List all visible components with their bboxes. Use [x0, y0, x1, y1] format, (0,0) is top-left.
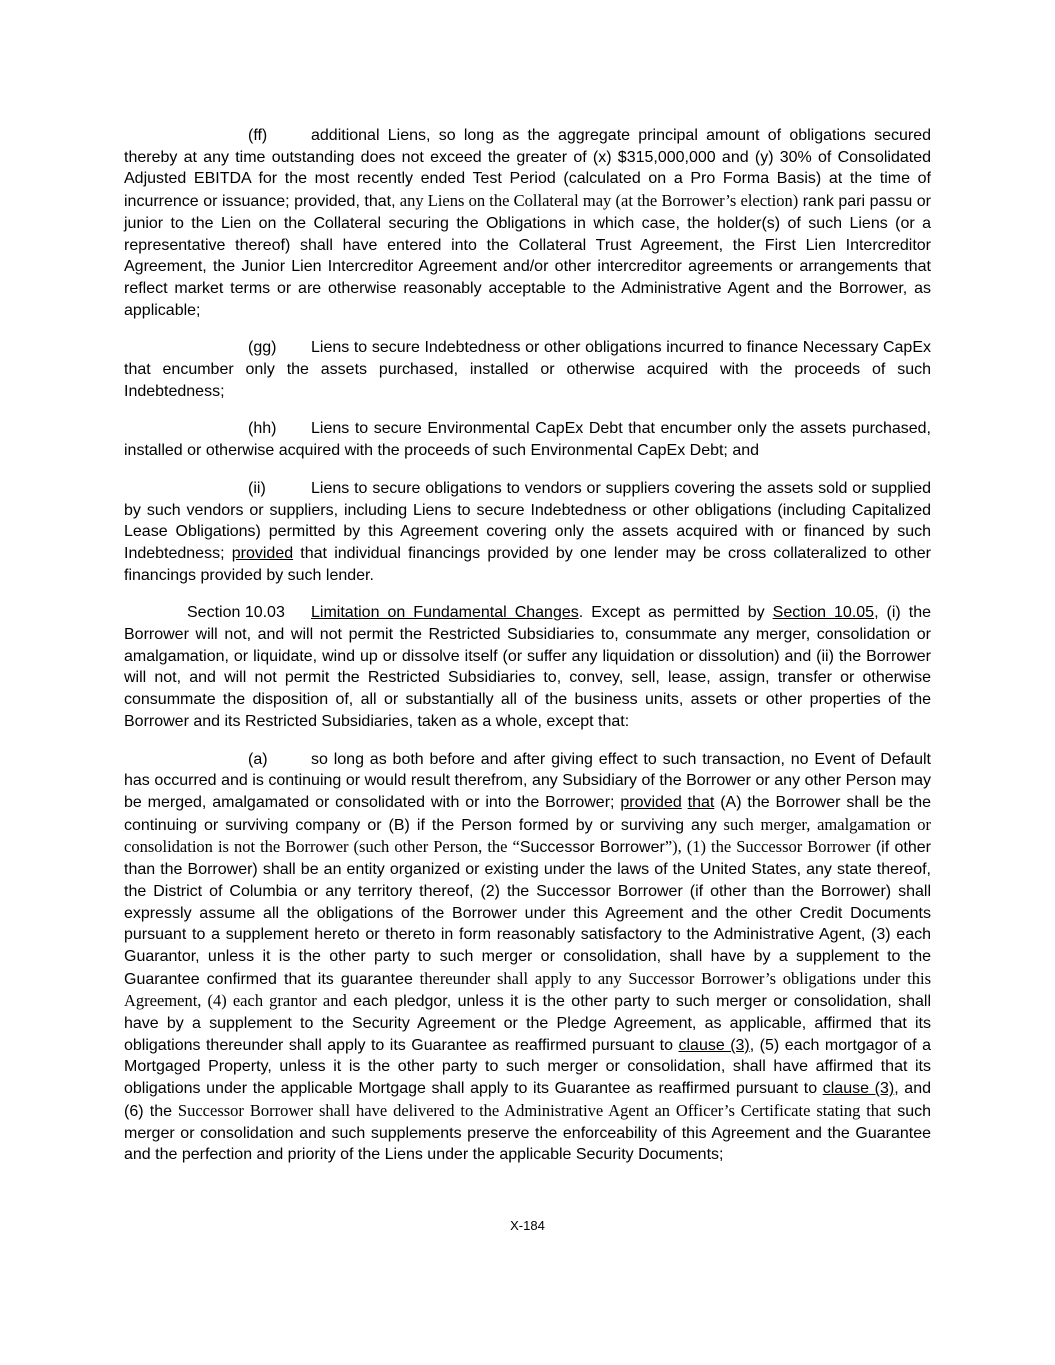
- clause-label-gg: (gg): [248, 339, 277, 357]
- paragraph-hh: [124, 418, 931, 461]
- paragraph-a: [124, 749, 931, 1166]
- paragraph-gg-text: Liens to secure Indebtedness or other obligations incurred to finance Necessary CapEx that encumber only the assets purchased, installed or otherwise acquired with the proceeds of such Indebtedness;: [124, 339, 931, 400]
- clause-reference: clause (3): [822, 1080, 895, 1098]
- document-body: [124, 125, 931, 1166]
- section-title: Limitation on Fundamental Changes: [311, 604, 579, 622]
- paragraph-ii-text-1: Liens to secure obligations to vendors or suppliers covering the assets sold or supplied by such vendors or suppliers, including Liens to secure Indebtedness or other obligations (including Capitalized Lease Obligations) permitted by this Agreement covering only the assets acquired with or financed by such Indebtedness;: [124, 479, 931, 562]
- provided-term: provided: [231, 544, 294, 562]
- clause-reference: clause (3): [678, 1036, 750, 1054]
- clause-label-ff: (ff): [248, 127, 268, 144]
- paragraph-hh-text: Liens to secure Environmental CapEx Debt that encumber only the assets purchased, installed or otherwise acquired with the proceeds of such Environmental CapEx Debt; and: [124, 420, 931, 460]
- paragraph-ff-text-2: any Liens on the Collateral may (at the Borrower’s election): [395, 191, 799, 211]
- paragraph-a-text-2: (A) the Borrower shall be the continuing or surviving company or (B) if the Person formed by or surviving any: [124, 793, 932, 834]
- paragraph-a-text-1: so long as both before and after giving effect to such transaction, no Event of Default has occurred and is continuing or would result therefrom, any Subsidiary of the Borrower or any other Person may be merged, amalgamated or consolidated with or into the Borrower;: [124, 750, 931, 811]
- paragraph-a-text-7: thereunder shall apply to any Successor Borrower’s obligations under this Agreement, (4) each grantor and: [124, 968, 932, 1011]
- section-reference: Section 10.05: [772, 604, 875, 622]
- section-10-03: [124, 602, 931, 732]
- clause-label-hh: (hh): [248, 420, 277, 438]
- paragraph-a-text-5: ”), (1) the Successor Borrower: [664, 837, 871, 857]
- that-term: that: [687, 793, 715, 811]
- paragraph-a-text-10: , and (6) the: [124, 1080, 931, 1120]
- paragraph-ff-text-3: rank pari passu or junior to the Lien on the Collateral securing the Obligations in which case, the holder(s) of such Liens (or a representative thereof) shall have entered into the Collateral Trust Agreement, the First Lien Intercreditor Agreement, the Junior Lien Intercreditor Agreement and/or other intercreditor agreements or arrangements that reflect market terms or are otherwise reasonably acceptable to the Administrative Agent and the Borrower, as applicable;: [124, 193, 932, 319]
- provided-term: provided: [620, 793, 682, 811]
- section-number: Section 10.03: [187, 604, 285, 622]
- paragraph-ff-text-1: additional Liens, so long as the aggregate principal amount of obligations secured thereby at any time outstanding does not exceed the greater of (x) $315,000,000 and (y) 30% of Consolidated Adjusted EBITDA for the most recently ended Test Period (calculated on a Pro Forma Basis) at the time of incurrence or issuance; provided, that,: [124, 127, 931, 211]
- paragraph-a-text-9: , (5) each mortgagor of a Mortgaged Property, unless it is the other party to such merger or consolidation, shall have affirmed that its obligations under the applicable Mortgage shall apply to its Guarantee as reaffirmed pursuant to: [124, 1036, 932, 1098]
- paragraph-ii: [124, 478, 931, 587]
- paragraph-ii-text-2: that individual financings provided by one lender may be cross collateralized to other financings provided by such lender.: [124, 544, 931, 584]
- paragraph-a-text-12: such merger or consolidation and such supplements preserve the enforceability of this Agreement and the Guarantee and the perfection and priority of the Liens under the applicable Security Documents;: [124, 1102, 931, 1164]
- section-text-2: , (i) the Borrower will not, and will not permit the Restricted Subsidiaries to, consummate any merger, consolidation or amalgamation, or liquidate, wind up or dissolve itself (or suffer any liquidation or dissolution) and (ii) the Borrower will not, and will not permit the Restricted Subsidiaries to, convey, sell, lease, assign, transfer or otherwise consummate the disposition of, all or substantially all of the business units, assets or other properties of the Borrower and its Restricted Subsidiaries, taken as a whole, except that:: [124, 604, 931, 730]
- successor-borrower-term: Successor Borrower: [519, 839, 665, 857]
- page-number: X-184: [510, 1218, 545, 1233]
- paragraph-a-text-6: (if other than the Borrower) shall be an entity organized or existing under the laws of the United States, any state thereof, the District of Columbia or any territory thereof, (2) the Successor Borrower (if other than the Borrower) shall expressly assume all the obligations of the Borrower under this Agreement and the other Credit Documents pursuant to a supplement hereto or thereto in form reasonably satisfactory to the Administrative Agent, (3) each Guarantor, unless it is the other party to such merger or consolidation, shall have by a supplement to the Guarantee confirmed that its guarantee: [124, 839, 932, 988]
- paragraph-gg: [124, 337, 931, 402]
- paragraph-ff: [124, 125, 931, 321]
- clause-label-a: (a): [248, 750, 268, 768]
- clause-label-ii: (ii): [248, 479, 266, 497]
- paragraph-a-text-3: such merger, amalgamation or consolidation is not the Borrower (such other Person, the “: [124, 814, 932, 857]
- paragraph-a-text-11: Successor Borrower shall have delivered to the Administrative Agent an Officer’s Certificate stating that: [172, 1100, 891, 1120]
- paragraph-a-text-8: each pledgor, unless it is the other party to such merger or consolidation, shall have by a supplement to the Security Agreement or the Pledge Agreement, as applicable, affirmed that its obligations thereunder shall apply to its Guarantee as reaffirmed pursuant to: [124, 993, 932, 1054]
- section-text-1: . Except as permitted by: [578, 604, 773, 622]
